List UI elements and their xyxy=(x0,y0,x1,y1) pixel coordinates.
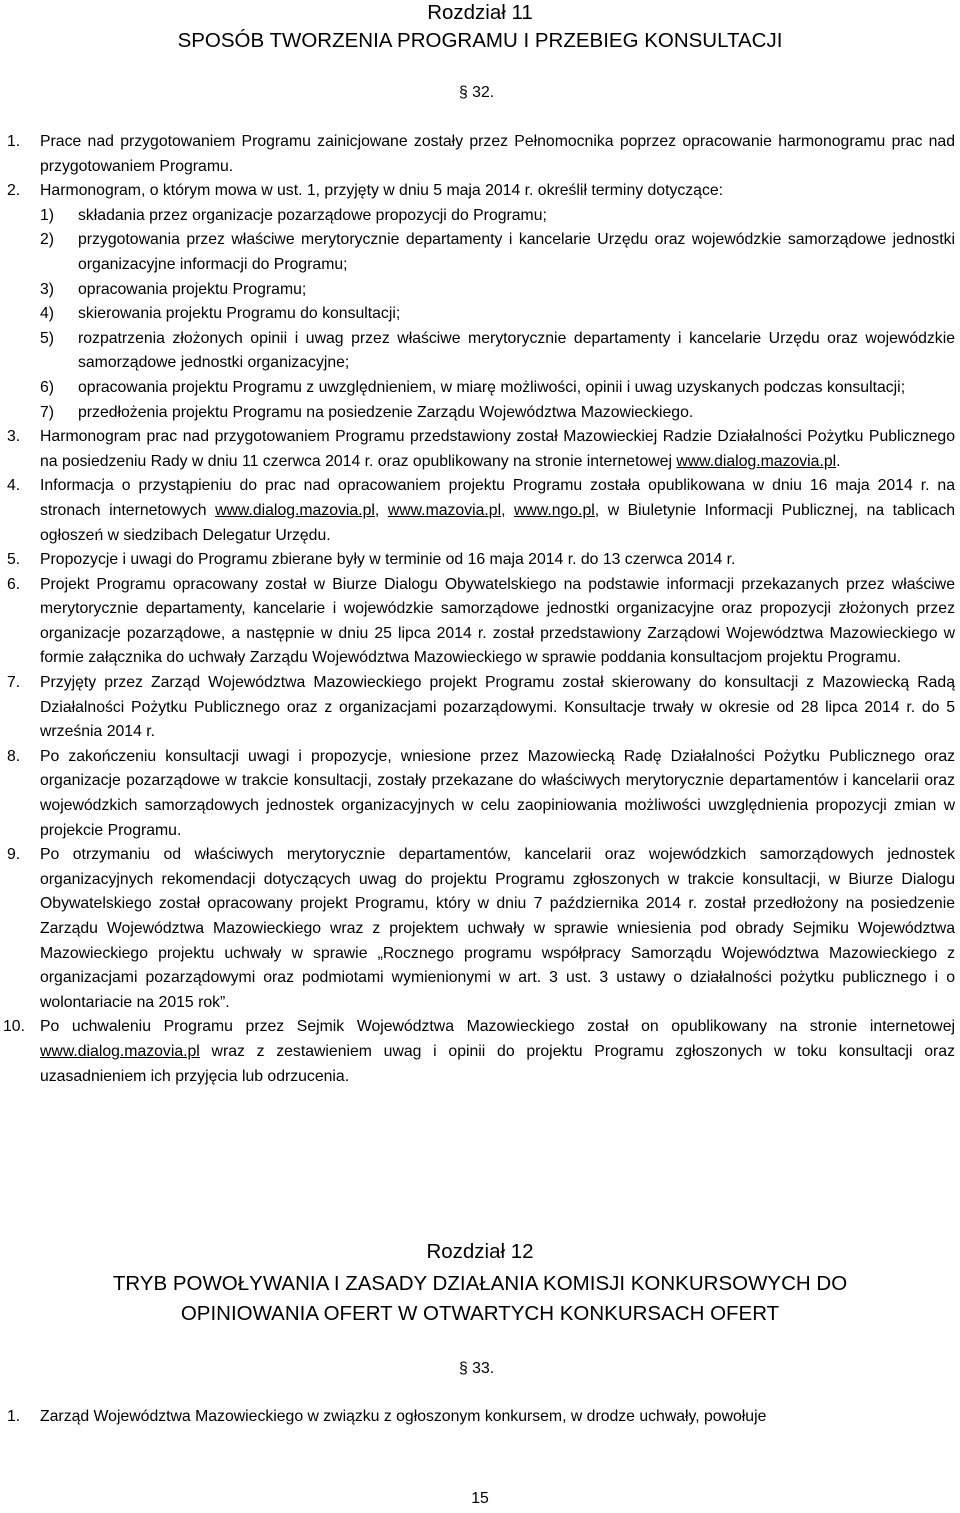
item-text: Prace nad przygotowaniem Programu zainicjowane zostały przez Pełnomocnika poprzez opracowanie harmonogramu prac nad przygotowaniem Programu. xyxy=(40,133,955,175)
list-item: 4. Informacja o przystąpieniu do prac nad opracowaniem projektu Programu została opublikowana w dniu 16 maja 2014 r. na stronach internetowych www.dialog.mazovia.pl, www.mazovia.pl, www.ngo.pl, w Biuletynie Informacji Publicznej, na tablicach ogłoszeń w siedzibach Delegatur Urzędu. xyxy=(7,477,956,544)
chapter-subtitle: TRYB POWOŁYWANIA I ZASADY DZIAŁANIA KOMISJI KONKURSOWYCH DO xyxy=(112,1272,848,1295)
item-text: Zarząd Województwa Mazowieckiego w związku z ogłoszonym konkursem, w drodze uchwały, powołuje xyxy=(40,1408,767,1425)
chapter-subtitle: OPINIOWANIA OFERT W OTWARTYCH KONKURSACH OFERT xyxy=(180,1302,780,1325)
numbered-list xyxy=(0,1405,955,1430)
list-item: 3. Harmonogram prac nad przygotowaniem Programu przedstawiony został Mazowieckiej Radzie Działalności Pożytku Publicznego na posiedzeniu Rady w dniu 11 czerwca 2014 r. oraz opublikowany na stronie internetowej www.dialog.mazovia.pl. xyxy=(7,428,955,470)
chapter-12-body xyxy=(0,1405,955,1430)
website-link[interactable]: www.mazovia.pl xyxy=(387,501,502,519)
list-item: 1. Prace nad przygotowaniem Programu zainicjowane zostały przez Pełnomocnika poprzez opracowanie harmonogramu prac nad przygotowaniem Programu. xyxy=(7,133,955,175)
sub-list xyxy=(40,204,955,425)
chapter-11-body xyxy=(0,130,955,1089)
sub-list-item: 7) przedłożenia projektu Programu na posiedzenie Zarządu Województwa Mazowieckiego. xyxy=(40,403,694,421)
website-link[interactable]: www.dialog.mazovia.pl xyxy=(40,1042,200,1060)
sub-list-item: 2) przygotowania przez właściwe merytorycznie departamenty i kancelarie Urzędu oraz wojewódzkie samorządowe jednostki organizacyjne informacji do Programu; xyxy=(40,231,955,273)
website-link[interactable]: www.dialog.mazovia.pl xyxy=(215,501,375,519)
chapter-title: Rozdział 12 xyxy=(426,1240,534,1263)
section-marker: § 32. xyxy=(459,84,495,101)
item-text: Propozycje i uwagi do Programu zbierane były w terminie od 16 maja 2014 r. do 13 czerwca 2014 r. xyxy=(40,551,736,569)
sub-list-item: 6) opracowania projektu Programu z uwzględnieniem, w miarę możliwości, opinii i uwag uzyskanych podczas konsultacji; xyxy=(40,378,906,396)
list-item: 7. Przyjęty przez Zarząd Województwa Mazowieckiego projekt Programu został skierowany do konsultacji z Mazowiecką Radą Działalności Pożytku Publicznego oraz z organizacjami pozarządowymi. Konsultacje trwały w okresie od 28 lipca 2014 r. do 5 września 2014 r. xyxy=(7,674,955,741)
item-text: Po zakończeniu konsultacji uwagi i propozycje, wniesione przez Mazowiecką Radę Działalności Pożytku Publicznego oraz organizacje pozarządowe w trakcie konsultacji, zostały przekazane do właściwych merytorycznie departamentów i kancelarii oraz wojewódzkich samorządowych jednostek organizacyjnych w celu zaopiniowania możliwości uwzględnienia propozycji zmian w projekcie Programu. xyxy=(40,747,955,839)
sub-list-item: 5) rozpatrzenia złożonych opinii i uwag przez właściwe merytorycznie departamenty i kancelarie Urzędu oraz wojewódzkie samorządowe jednostki organizacyjne; xyxy=(40,329,955,372)
sub-list-item: 1) składania przez organizacje pozarządowe propozycji do Programu; xyxy=(40,206,547,224)
numbered-list xyxy=(0,130,955,1089)
website-link[interactable]: www.dialog.mazovia.pl xyxy=(676,452,837,470)
list-item: 10. Po uchwaleniu Programu przez Sejmik Województwa Mazowieckiego został on opublikowany na stronie internetowej www.dialog.mazovia.pl wraz z zestawieniem uwag i opinii do projektu Programu zgłoszonych w toku konsultacji oraz uzasadnieniem ich przyjęcia lub odrzucenia. xyxy=(3,1018,955,1085)
list-item: 1. Zarząd Województwa Mazowieckiego w związku z ogłoszonym konkursem, w drodze uchwały, powołuje xyxy=(7,1408,767,1425)
chapter-11-heading xyxy=(0,0,960,54)
sub-list-item: 3) opracowania projektu Programu; xyxy=(40,280,307,298)
item-text: Przyjęty przez Zarząd Województwa Mazowieckiego projekt Programu został skierowany do konsultacji z Mazowiecką Radą Działalności Pożytku Publicznego oraz z organizacjami pozarządowymi. Konsultacje trwały w okresie od 28 lipca 2014 r. do 5 września 2014 r. xyxy=(40,674,955,741)
chapter-subtitle: SPOSÓB TWORZENIA PROGRAMU I PRZEBIEG KONSULTACJI xyxy=(177,29,783,52)
list-item: 8. Po zakończeniu konsultacji uwagi i propozycje, wniesione przez Mazowiecką Radę Działalności Pożytku Publicznego oraz organizacje pozarządowe w trakcie konsultacji, zostały przekazane do właściwych merytorycznie departamentów i kancelarii oraz wojewódzkich samorządowych jednostek organizacyjnych w celu zaopiniowania możliwości uwzględnienia propozycji zmian w projekcie Programu. xyxy=(7,747,955,839)
list-item: 2. Harmonogram, o którym mowa w ust. 1, przyjęty w dniu 5 maja 2014 r. określił terminy dotyczące: 1) składania przez organizacje pozarządowe propozycji do Programu; 2) przygotowania przez właściwe merytorycznie departamenty i kancelarie Urzędu oraz wojewódzkie samorządowe jednostki organizacyjne informacji do Programu; 3) opracowania projektu Programu; 4) skierowania projektu Programu do konsultacji; 5) rozpatrzenia złożonych opinii i uwag przez właściwe merytorycznie departamenty i kancelarie Urzędu oraz wojewódzkie samorządowe jednostki organizacyjne; 6) opracowania projektu Programu z uwzględnieniem, w miarę możliwości, opinii i uwag uzyskanych podczas konsultacji; 7) przedłożenia projektu Programu na posiedzenie Zarządu Województwa Mazowieckiego. xyxy=(0,179,955,425)
item-text: Harmonogram, o którym mowa w ust. 1, przyjęty w dniu 5 maja 2014 r. określił terminy dotyczące: xyxy=(40,182,724,200)
sub-list-item: 4) skierowania projektu Programu do konsultacji; xyxy=(40,305,401,323)
item-text: Projekt Programu opracowany został w Biurze Dialogu Obywatelskiego na podstawie informacji przekazanych przez właściwe merytorycznie departamenty, kancelarie i wojewódzkie samorządowe jednostki organizacyjne oraz propozycji złożonych przez organizacje pozarządowe, a następnie w dniu 25 lipca 2014 r. został przedstawiony Zarządowi Województwa Mazowieckiego w formie załącznika do uchwały Zarządu Województwa Mazowieckiego w sprawie poddania konsultacjom projektu Programu. xyxy=(40,575,955,667)
list-item: 5. Propozycje i uwagi do Programu zbierane były w terminie od 16 maja 2014 r. do 13 czerwca 2014 r. xyxy=(7,551,736,569)
chapter-title: Rozdział 11 xyxy=(427,1,533,24)
list-item: 9. Po otrzymaniu od właściwych merytorycznie departamentów, kancelarii oraz wojewódzkich samorządowych jednostek organizacyjnych rekomendacji dotyczących uwag do projektu Programu zgłoszonych w trakcie konsultacji, w Biurze Dialogu Obywatelskiego został opracowany projekt Programu, który w dniu 7 października 2014 r. został przedłożony na posiedzenie Zarządu Województwa Mazowieckiego wraz z projektem uchwały w sprawie wniesienia pod obrady Sejmiku Województwa Mazowieckiego projektu uchwały w sprawie „Rocznego programu współpracy Samorządu Województwa Mazowieckiego z organizacjami pozarządowymi oraz podmiotami wymienionymi w art. 3 ust. 3 ustawy o działalności pożytku publicznego i o wolontariacie na 2015 rok”. xyxy=(7,846,955,1011)
section-marker: § 33. xyxy=(459,1360,495,1377)
chapter-12-heading xyxy=(0,1239,960,1327)
page-number: 15 xyxy=(471,1490,489,1507)
list-item: 6. Projekt Programu opracowany został w Biurze Dialogu Obywatelskiego na podstawie informacji przekazanych przez właściwe merytorycznie departamenty, kancelarie i wojewódzkie samorządowe jednostki organizacyjne oraz propozycji złożonych przez organizacje pozarządowe, a następnie w dniu 25 lipca 2014 r. został przedstawiony Zarządowi Województwa Mazowieckiego w formie załącznika do uchwały Zarządu Województwa Mazowieckiego w sprawie poddania konsultacjom projektu Programu. xyxy=(7,575,955,667)
item-text: Po otrzymaniu od właściwych merytorycznie departamentów, kancelarii oraz wojewódzkich samorządowych jednostek organizacyjnych rekomendacji dotyczących uwag do projektu Programu zgłoszonych w trakcie konsultacji, w Biurze Dialogu Obywatelskiego został opracowany projekt Programu, który w dniu 7 października 2014 r. został przedłożony na posiedzenie Zarządu Województwa Mazowieckiego wraz z projektem uchwały w sprawie wniesienia pod obrady Sejmiku Województwa Mazowieckiego projektu uchwały w sprawie „Rocznego programu współpracy Samorządu Województwa Mazowieckiego z organizacjami pozarządowymi oraz podmiotami wymienionymi w art. 3 ust. 3 ustawy o działalności pożytku publicznego i o wolontariacie na 2015 rok”. xyxy=(40,846,955,1011)
website-link[interactable]: www.ngo.pl xyxy=(514,501,595,519)
